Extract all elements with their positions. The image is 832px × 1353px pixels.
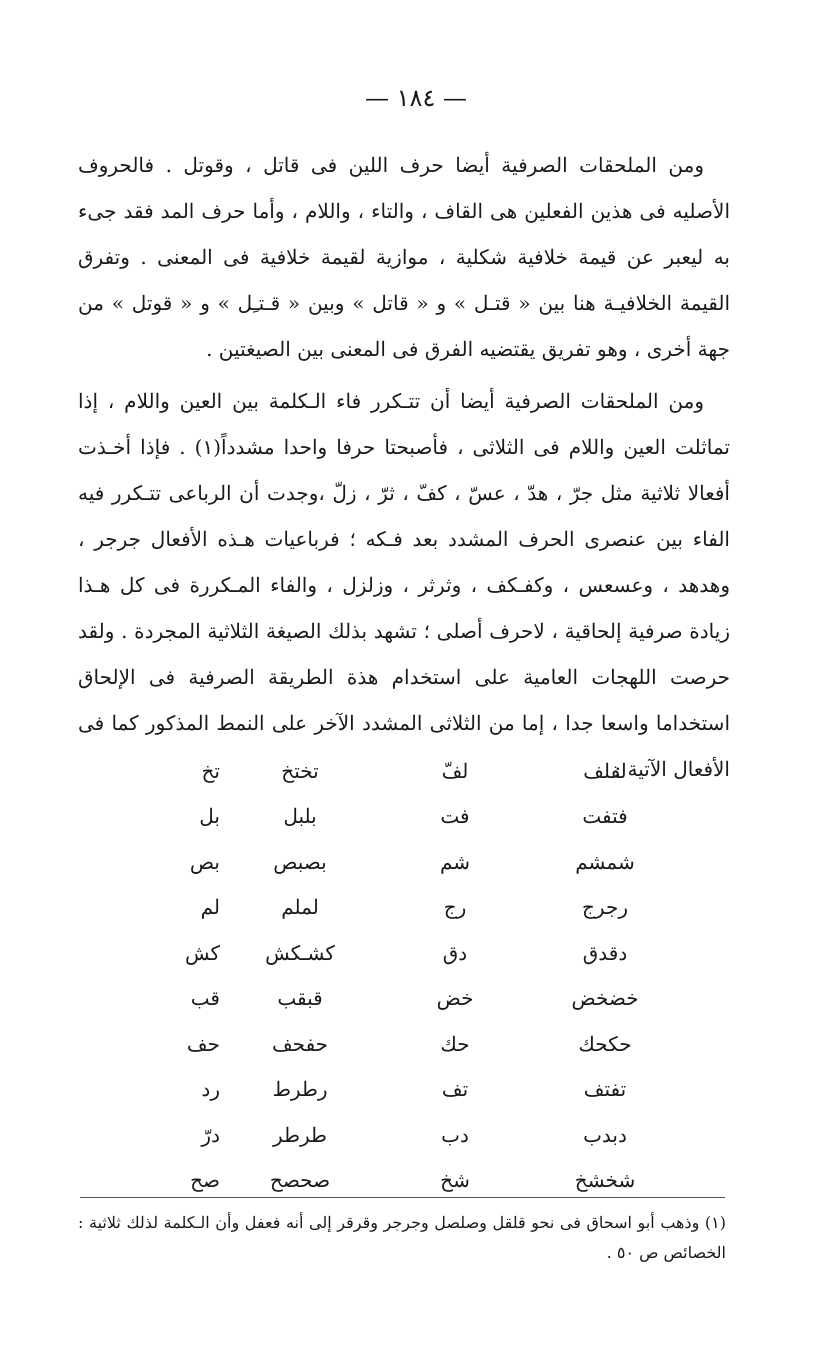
verb-cell: تختخ	[281, 758, 319, 783]
verb-cell: طرطر	[273, 1122, 327, 1147]
verb-row	[100, 976, 680, 1022]
verb-cell: قبقب	[277, 986, 323, 1011]
verb-cell: حفحف	[271, 1031, 329, 1056]
verb-row	[100, 1067, 680, 1113]
verb-row	[100, 794, 680, 840]
verb-cell: بصبص	[273, 849, 327, 874]
verb-cell: بلبل	[283, 804, 317, 829]
verb-cell: تف	[441, 1077, 469, 1102]
footnotes	[78, 1208, 726, 1268]
verb-cell: صح	[190, 1168, 220, 1193]
verb-cell: لم	[200, 895, 220, 920]
verb-row	[100, 885, 680, 931]
verb-list	[100, 748, 680, 1203]
paragraph: ومن الملحقات الصرفية أيضا حرف اللين فى قاتل ، وقوتل . فالحروف الأصليه فى هذين الفعلين هى القاف ، والتاء ، واللام ، وأما حرف المد فقد جىء به ليعبر عن قيمة خلافية شكلية ، موازية لقيمة خلافية فى المعنى . وتفرق القيمة الخلافيـة هنا بين « قتـل » و « قاتل » وبين « قـتـِل » و « قوتل » من جهة أخرى ، وهو تفريق يقتضيه الفرق فى المعنى بين الصيغتين .	[78, 153, 730, 361]
verb-row	[100, 1021, 680, 1067]
verb-cell: تخ	[201, 758, 220, 783]
verb-cell: فت	[440, 804, 470, 829]
footnote: (١) وذهب أبو اسحاق فى نحو قلقل وصلصل وجرجر وقرقر إلى أنه فعفل وأن الـكلمة لذلك ثلاثية : الخصائص ص ٥٠ .	[78, 1213, 727, 1262]
verb-cell: خضخض	[571, 986, 639, 1011]
verb-cell: بص	[189, 849, 220, 874]
verb-cell: حك	[440, 1031, 470, 1056]
verb-cell: حف	[186, 1031, 220, 1056]
paragraph: ومن الملحقات الصرفية أيضا أن تتـكرر فاء الـكلمة بين العين واللام ، إذا تماثلت العين واللام فى الثلاثى ، فأصبحتا حرفا واحدا مشدداً(١) . فإذا أخـذت أفعالا ثلاثية مثل جرّ ، هدّ ، عسّ ، كفّ ، ثرّ ، زلّ ،وجدت أن الرباعى تتـكرر فيه الفاء بين عنصرى الحرف المشدد بعد فـكه ؛ فرباعيات هـذه الأفعال جرجر ، وهدهد ، وعسعس ، وكفـكف ، وثرثر ، وزلزل ، والفاء المـكررة فى كل هـذا زيادة صرفية إلحاقية ، لاحرف أصلى ؛ تشهد بذلك الصيغة الثلاثية المجردة . ولقد حرصت اللهجات العامية على استخدام هذة الطريقة الصرفية فى الإلحاق استخداما واسعا جدا ، إما من الثلاثى المشدد الآخر على النمط المذكور كما فى الأفعال الآتية :	[78, 389, 730, 781]
footnote-divider	[80, 1197, 725, 1198]
verb-cell: دق	[442, 940, 468, 965]
verb-row	[100, 930, 680, 976]
verb-cell: صحصح	[269, 1168, 331, 1193]
page-number: — ١٨٤ —	[365, 84, 467, 112]
verb-cell: تفتف	[583, 1077, 627, 1102]
verb-row	[100, 1112, 680, 1158]
verb-cell: فتفت	[582, 804, 628, 829]
verb-cell: شخشخ	[574, 1168, 636, 1193]
verb-cell: رجرج	[582, 895, 628, 920]
verb-cell: درّ	[201, 1122, 220, 1147]
body-text	[78, 142, 730, 792]
verb-cell: رطرط	[272, 1077, 328, 1102]
verb-cell: كش	[184, 940, 220, 965]
verb-cell: خض	[436, 986, 474, 1011]
verb-cell: لفلف	[583, 758, 627, 783]
verb-cell: بل	[199, 804, 220, 829]
verb-cell: شم	[439, 849, 471, 874]
verb-cell: حكحك	[578, 1031, 632, 1056]
verb-cell: رد	[201, 1077, 220, 1102]
verb-cell: شمشم	[575, 849, 635, 874]
verb-cell: لملم	[281, 895, 319, 920]
verb-cell: دقدق	[582, 940, 628, 965]
verb-row	[100, 748, 680, 794]
verb-row	[100, 839, 680, 885]
verb-cell: دب	[441, 1122, 469, 1147]
verb-cell: كشـكش	[265, 940, 335, 965]
verb-cell: دبدب	[583, 1122, 627, 1147]
verb-cell: لفّ	[441, 758, 469, 783]
verb-cell: قب	[190, 986, 220, 1011]
verb-cell: شخ	[440, 1168, 470, 1193]
verb-cell: رج	[443, 895, 467, 920]
